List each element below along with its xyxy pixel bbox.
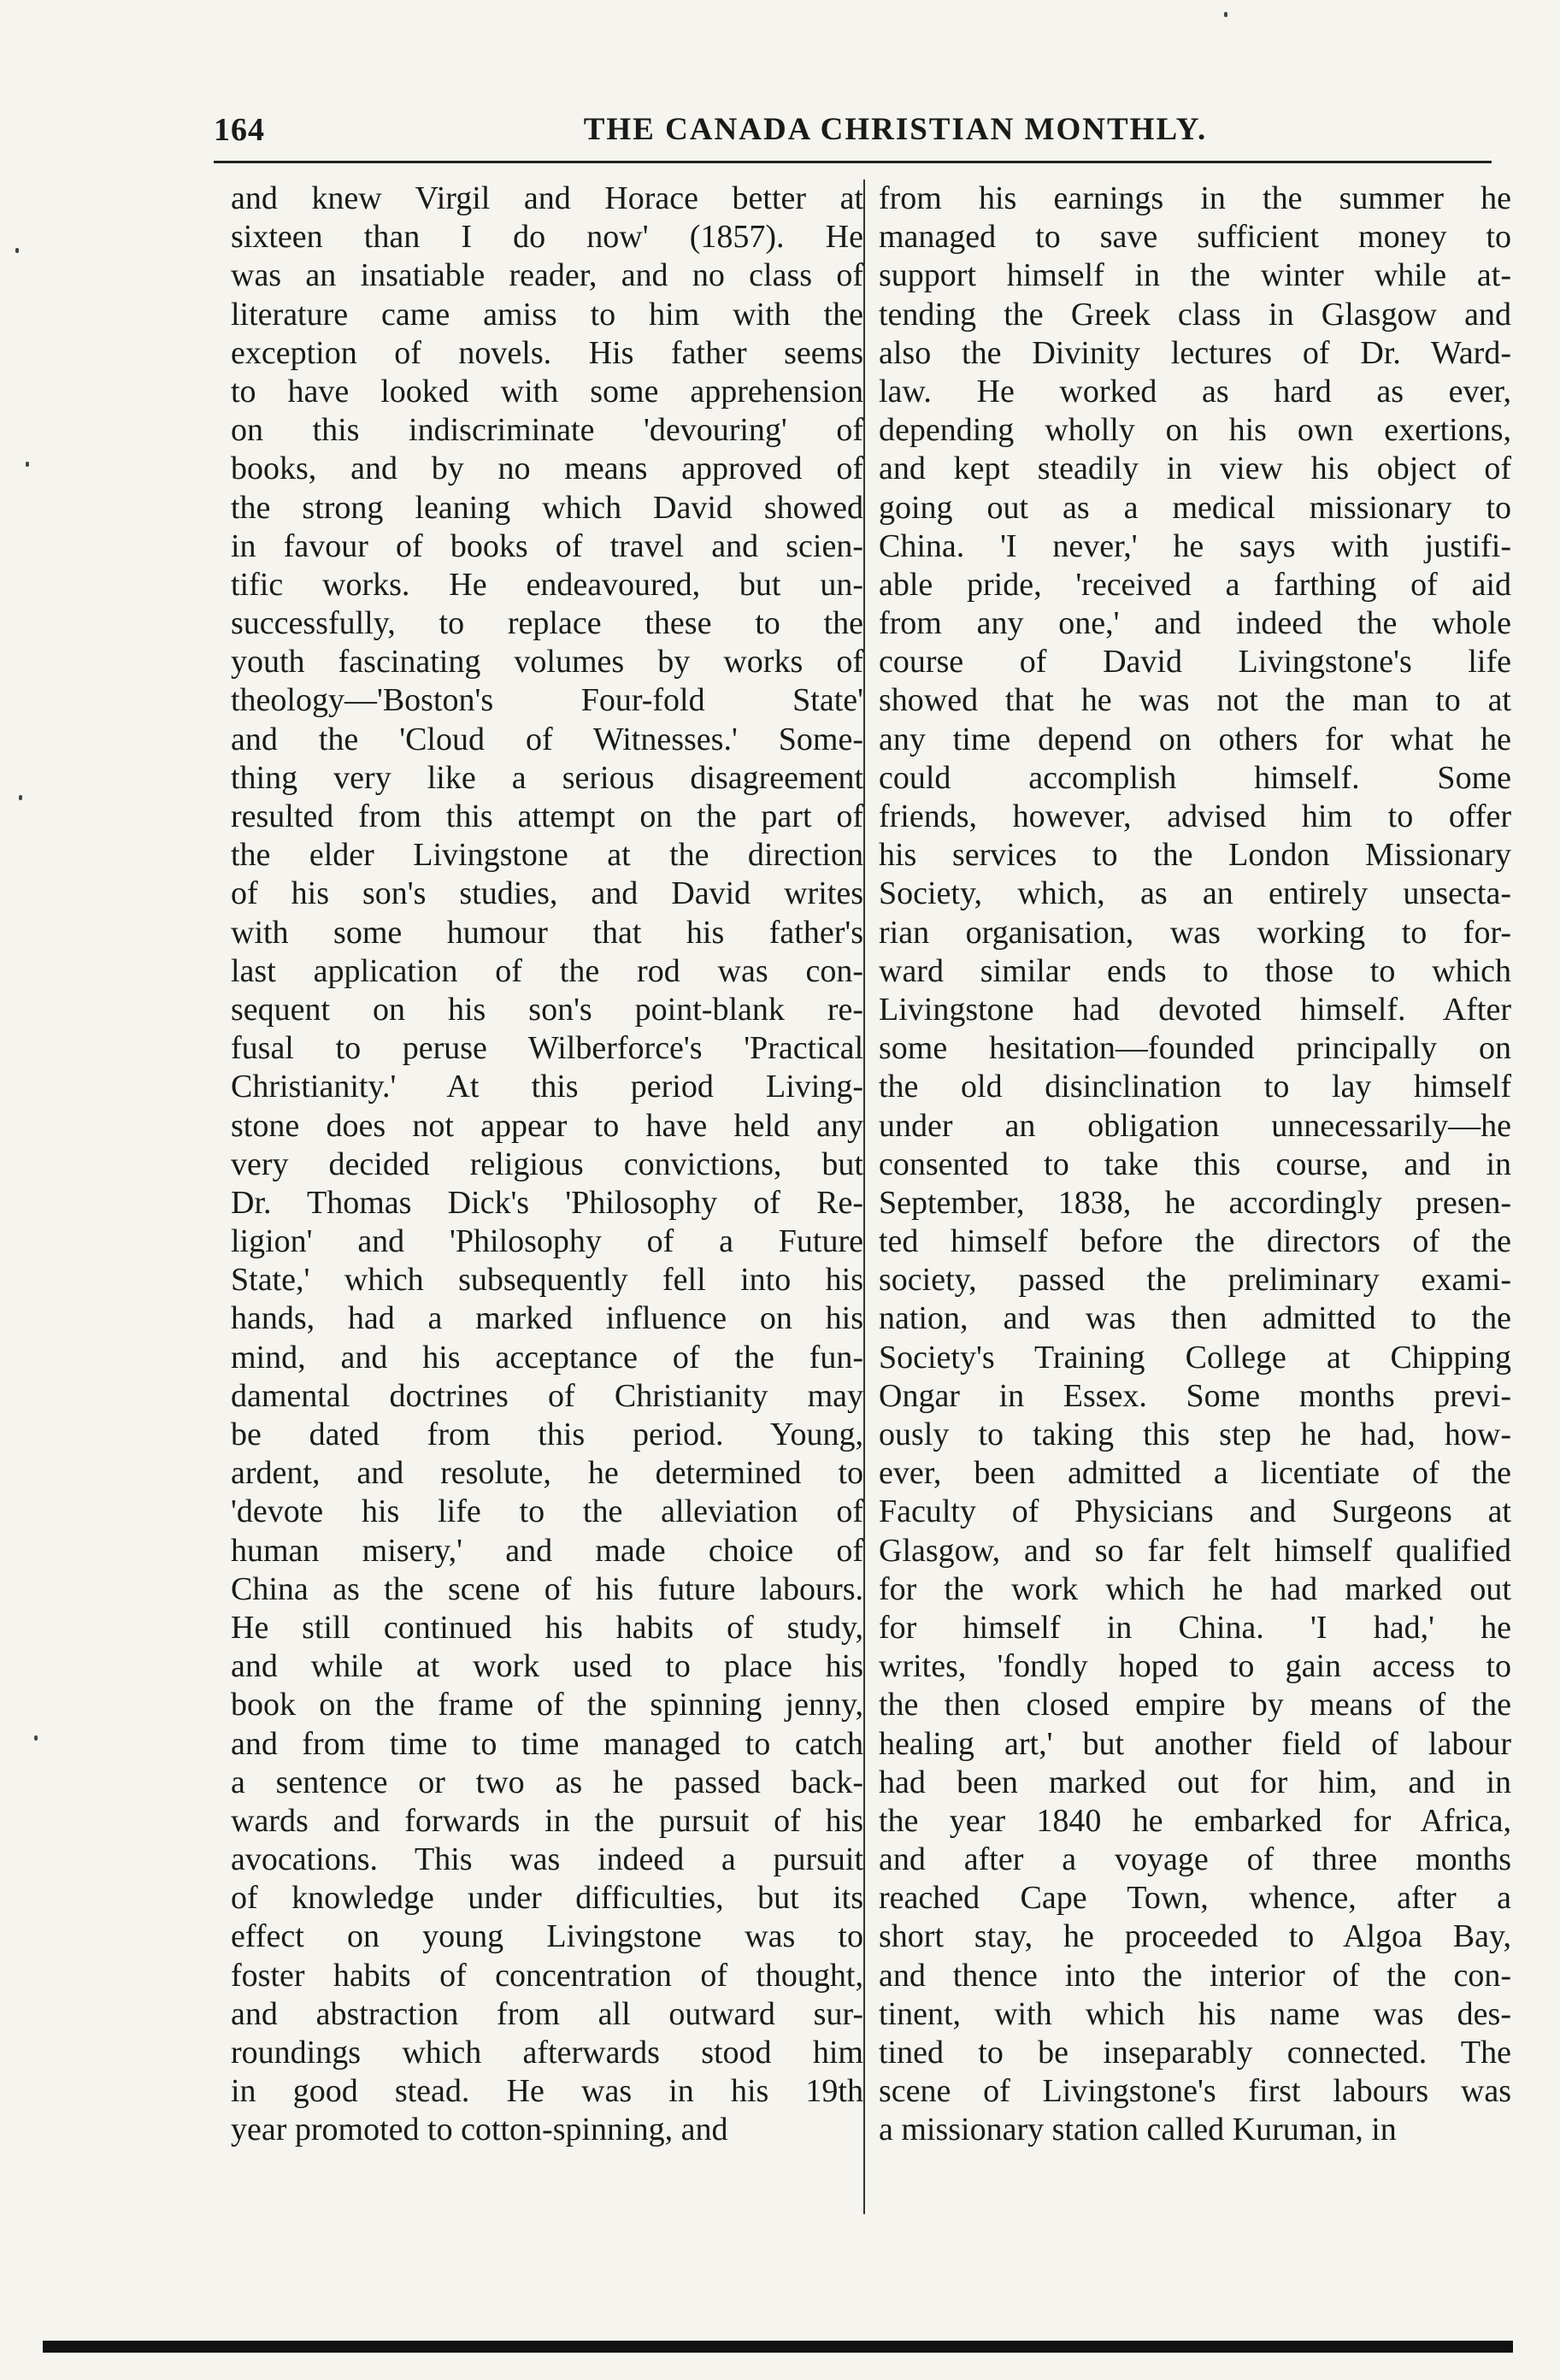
right-column-line: his services to the London Missionary <box>879 837 1511 874</box>
left-column-line: wards and forwards in the pursuit of his <box>231 1802 863 1839</box>
left-column-line: book on the frame of the spinning jenny, <box>231 1687 863 1723</box>
left-column-line: in favour of books of travel and scien- <box>231 527 863 564</box>
left-column-line: thing very like a serious disagreement <box>231 759 863 796</box>
right-column-line: and after a voyage of three months <box>879 1841 1511 1878</box>
left-column <box>231 180 863 2150</box>
right-column-line: for himself in China. 'I had,' he <box>879 1609 1511 1646</box>
left-column-line: and knew Virgil and Horace better at <box>231 180 863 216</box>
right-column-line: Glasgow, and so far felt himself qualified <box>879 1532 1511 1569</box>
right-column <box>879 180 1511 2150</box>
right-column-line: going out as a medical missionary to <box>879 489 1511 526</box>
left-column-line: resulted from this attempt on the part of <box>231 798 863 834</box>
left-column-line: successfully, to replace these to the <box>231 605 863 642</box>
left-column-line: foster habits of concentration of thought, <box>231 1957 863 1994</box>
left-column-line: Dr. Thomas Dick's 'Philosophy of Re- <box>231 1184 863 1221</box>
right-column-line: tending the Greek class in Glasgow and <box>879 296 1511 333</box>
left-column-line: very decided religious convictions, but <box>231 1146 863 1182</box>
left-column-line: sequent on his son's point-blank re- <box>231 991 863 1028</box>
right-column-line: friends, however, advised him to offer <box>879 798 1511 834</box>
right-column-line: the then closed empire by means of the <box>879 1687 1511 1723</box>
speck-mark <box>19 795 22 800</box>
left-column-line: ligion' and 'Philosophy of a Future <box>231 1223 863 1260</box>
left-column-line: avocations. This was indeed a pursuit <box>231 1841 863 1878</box>
right-column-line: had been marked out for him, and in <box>879 1764 1511 1800</box>
bottom-rule <box>43 2341 1513 2353</box>
left-column-line: 'devote his life to the alleviation of <box>231 1493 863 1530</box>
right-column-line: the year 1840 he embarked for Africa, <box>879 1802 1511 1839</box>
right-column-line: reached Cape Town, whence, after a <box>879 1880 1511 1917</box>
left-column-line: mind, and his acceptance of the fun- <box>231 1339 863 1376</box>
left-column-line: stone does not appear to have held any <box>231 1107 863 1144</box>
right-column-line: and thence into the interior of the con- <box>879 1957 1511 1994</box>
right-column-line: from any one,' and indeed the whole <box>879 605 1511 642</box>
page-header <box>214 111 1492 154</box>
left-column-line: He still continued his habits of study, <box>231 1609 863 1646</box>
header-rule <box>214 161 1492 163</box>
left-column-line: of knowledge under difficulties, but its <box>231 1880 863 1917</box>
left-column-line: theology—'Boston's Four-fold State' <box>231 682 863 719</box>
right-column-line: under an obligation unnecessarily—he <box>879 1107 1511 1144</box>
left-column-line: in good stead. He was in his 19th <box>231 2073 863 2110</box>
left-column-line: of his son's studies, and David writes <box>231 875 863 912</box>
left-column-line: to have looked with some apprehension <box>231 373 863 409</box>
right-column-line: depending wholly on his own exertions, <box>879 412 1511 449</box>
left-column-line: and the 'Cloud of Witnesses.' Some- <box>231 721 863 757</box>
right-column-line: ted himself before the directors of the <box>879 1223 1511 1260</box>
right-column-line: Faculty of Physicians and Surgeons at <box>879 1493 1511 1530</box>
right-column-line: also the Divinity lectures of Dr. Ward- <box>879 334 1511 371</box>
left-column-line: year promoted to cotton-spinning, and <box>231 2112 728 2148</box>
right-column-line: a missionary station called Kuruman, in <box>879 2112 1397 2148</box>
right-column-line: September, 1838, he accordingly presen- <box>879 1184 1511 1221</box>
right-column-line: Livingstone had devoted himself. After <box>879 991 1511 1028</box>
right-column-line: for the work which he had marked out <box>879 1570 1511 1607</box>
page-number: 164 <box>214 112 265 148</box>
right-column-line: tinent, with which his name was des- <box>879 1995 1511 2032</box>
right-column-line: able pride, 'received a farthing of aid <box>879 566 1511 603</box>
right-column-line: ously to taking this step he had, how- <box>879 1417 1511 1452</box>
left-column-line: and while at work used to place his <box>231 1648 863 1685</box>
left-column-line: and abstraction from all outward sur- <box>231 1995 863 2032</box>
right-column-line: scene of Livingstone's first labours was <box>879 2073 1511 2110</box>
left-column-line: human misery,' and made choice of <box>231 1532 863 1569</box>
right-column-line: Society, which, as an entirely unsecta- <box>879 875 1511 912</box>
left-column-line: and from time to time managed to catch <box>231 1725 863 1762</box>
left-column-line: fusal to peruse Wilberforce's 'Practical <box>231 1030 863 1067</box>
right-column-line: some hesitation—founded principally on <box>879 1030 1511 1067</box>
left-column-line: roundings which afterwards stood him <box>231 2035 863 2071</box>
right-column-line: managed to save sufficient money to <box>879 219 1511 256</box>
left-column-line: books, and by no means approved of <box>231 451 863 487</box>
left-column-line: literature came amiss to him with the <box>231 296 863 333</box>
right-column-line: short stay, he proceeded to Algoa Bay, <box>879 1918 1511 1955</box>
left-column-line: effect on young Livingstone was to <box>231 1918 863 1955</box>
left-column-line: the elder Livingstone at the direction <box>231 837 863 874</box>
left-column-line: a sentence or two as he passed back- <box>231 1764 863 1800</box>
right-column-line: any time depend on others for what he <box>879 721 1511 757</box>
right-column-line: showed that he was not the man to at <box>879 682 1511 719</box>
speck-mark <box>15 248 19 253</box>
left-column-line: ardent, and resolute, he determined to <box>231 1455 863 1492</box>
right-column-line: law. He worked as hard as ever, <box>879 373 1511 409</box>
speck-mark <box>26 462 29 467</box>
left-column-line: last application of the rod was con- <box>231 952 863 989</box>
right-column-line: Ongar in Essex. Some months previ- <box>879 1377 1511 1414</box>
right-column-line: ward similar ends to those to which <box>879 952 1511 989</box>
right-column-line: from his earnings in the summer he <box>879 180 1511 216</box>
right-column-line: consented to take this course, and in <box>879 1146 1511 1182</box>
right-column-line: tined to be inseparably connected. The <box>879 2035 1511 2071</box>
left-column-line: State,' which subsequently fell into his <box>231 1262 863 1299</box>
left-column-line: tific works. He endeavoured, but un- <box>231 566 863 603</box>
left-column-line: youth fascinating volumes by works of <box>231 644 863 680</box>
left-column-line: sixteen than I do now' (1857). He <box>231 219 863 256</box>
left-column-line: Christianity.' At this period Living- <box>231 1069 863 1105</box>
left-column-line: China as the scene of his future labours. <box>231 1570 863 1607</box>
running-title: THE CANADA CHRISTIAN MONTHLY. <box>583 112 1208 147</box>
left-column-line: be dated from this period. Young, <box>231 1417 863 1452</box>
left-column-line: hands, had a marked influence on his <box>231 1300 863 1337</box>
right-column-line: support himself in the winter while at- <box>879 257 1511 294</box>
speck-mark <box>1224 12 1227 17</box>
right-column-line: society, passed the preliminary exami- <box>879 1262 1511 1299</box>
left-column-line: damental doctrines of Christianity may <box>231 1377 863 1414</box>
right-column-line: writes, 'fondly hoped to gain access to <box>879 1648 1511 1685</box>
right-column-line: rian organisation, was working to for- <box>879 914 1511 951</box>
right-column-line: the old disinclination to lay himself <box>879 1069 1511 1105</box>
right-column-line: healing art,' but another field of labour <box>879 1725 1511 1762</box>
right-column-line: and kept steadily in view his object of <box>879 451 1511 487</box>
speck-mark <box>34 1735 38 1741</box>
right-column-line: Society's Training College at Chipping <box>879 1339 1511 1376</box>
left-column-line: on this indiscriminate 'devouring' of <box>231 412 863 449</box>
right-column-line: could accomplish himself. Some <box>879 759 1511 796</box>
right-column-line: China. 'I never,' he says with justifi- <box>879 527 1511 564</box>
right-column-line: ever, been admitted a licentiate of the <box>879 1455 1511 1492</box>
right-column-line: nation, and was then admitted to the <box>879 1300 1511 1337</box>
left-column-line: the strong leaning which David showed <box>231 489 863 526</box>
right-column-line: course of David Livingstone's life <box>879 644 1511 680</box>
column-divider <box>863 180 865 2214</box>
left-column-line: exception of novels. His father seems <box>231 334 863 371</box>
left-column-line: was an insatiable reader, and no class of <box>231 257 863 294</box>
left-column-line: with some humour that his father's <box>231 914 863 951</box>
